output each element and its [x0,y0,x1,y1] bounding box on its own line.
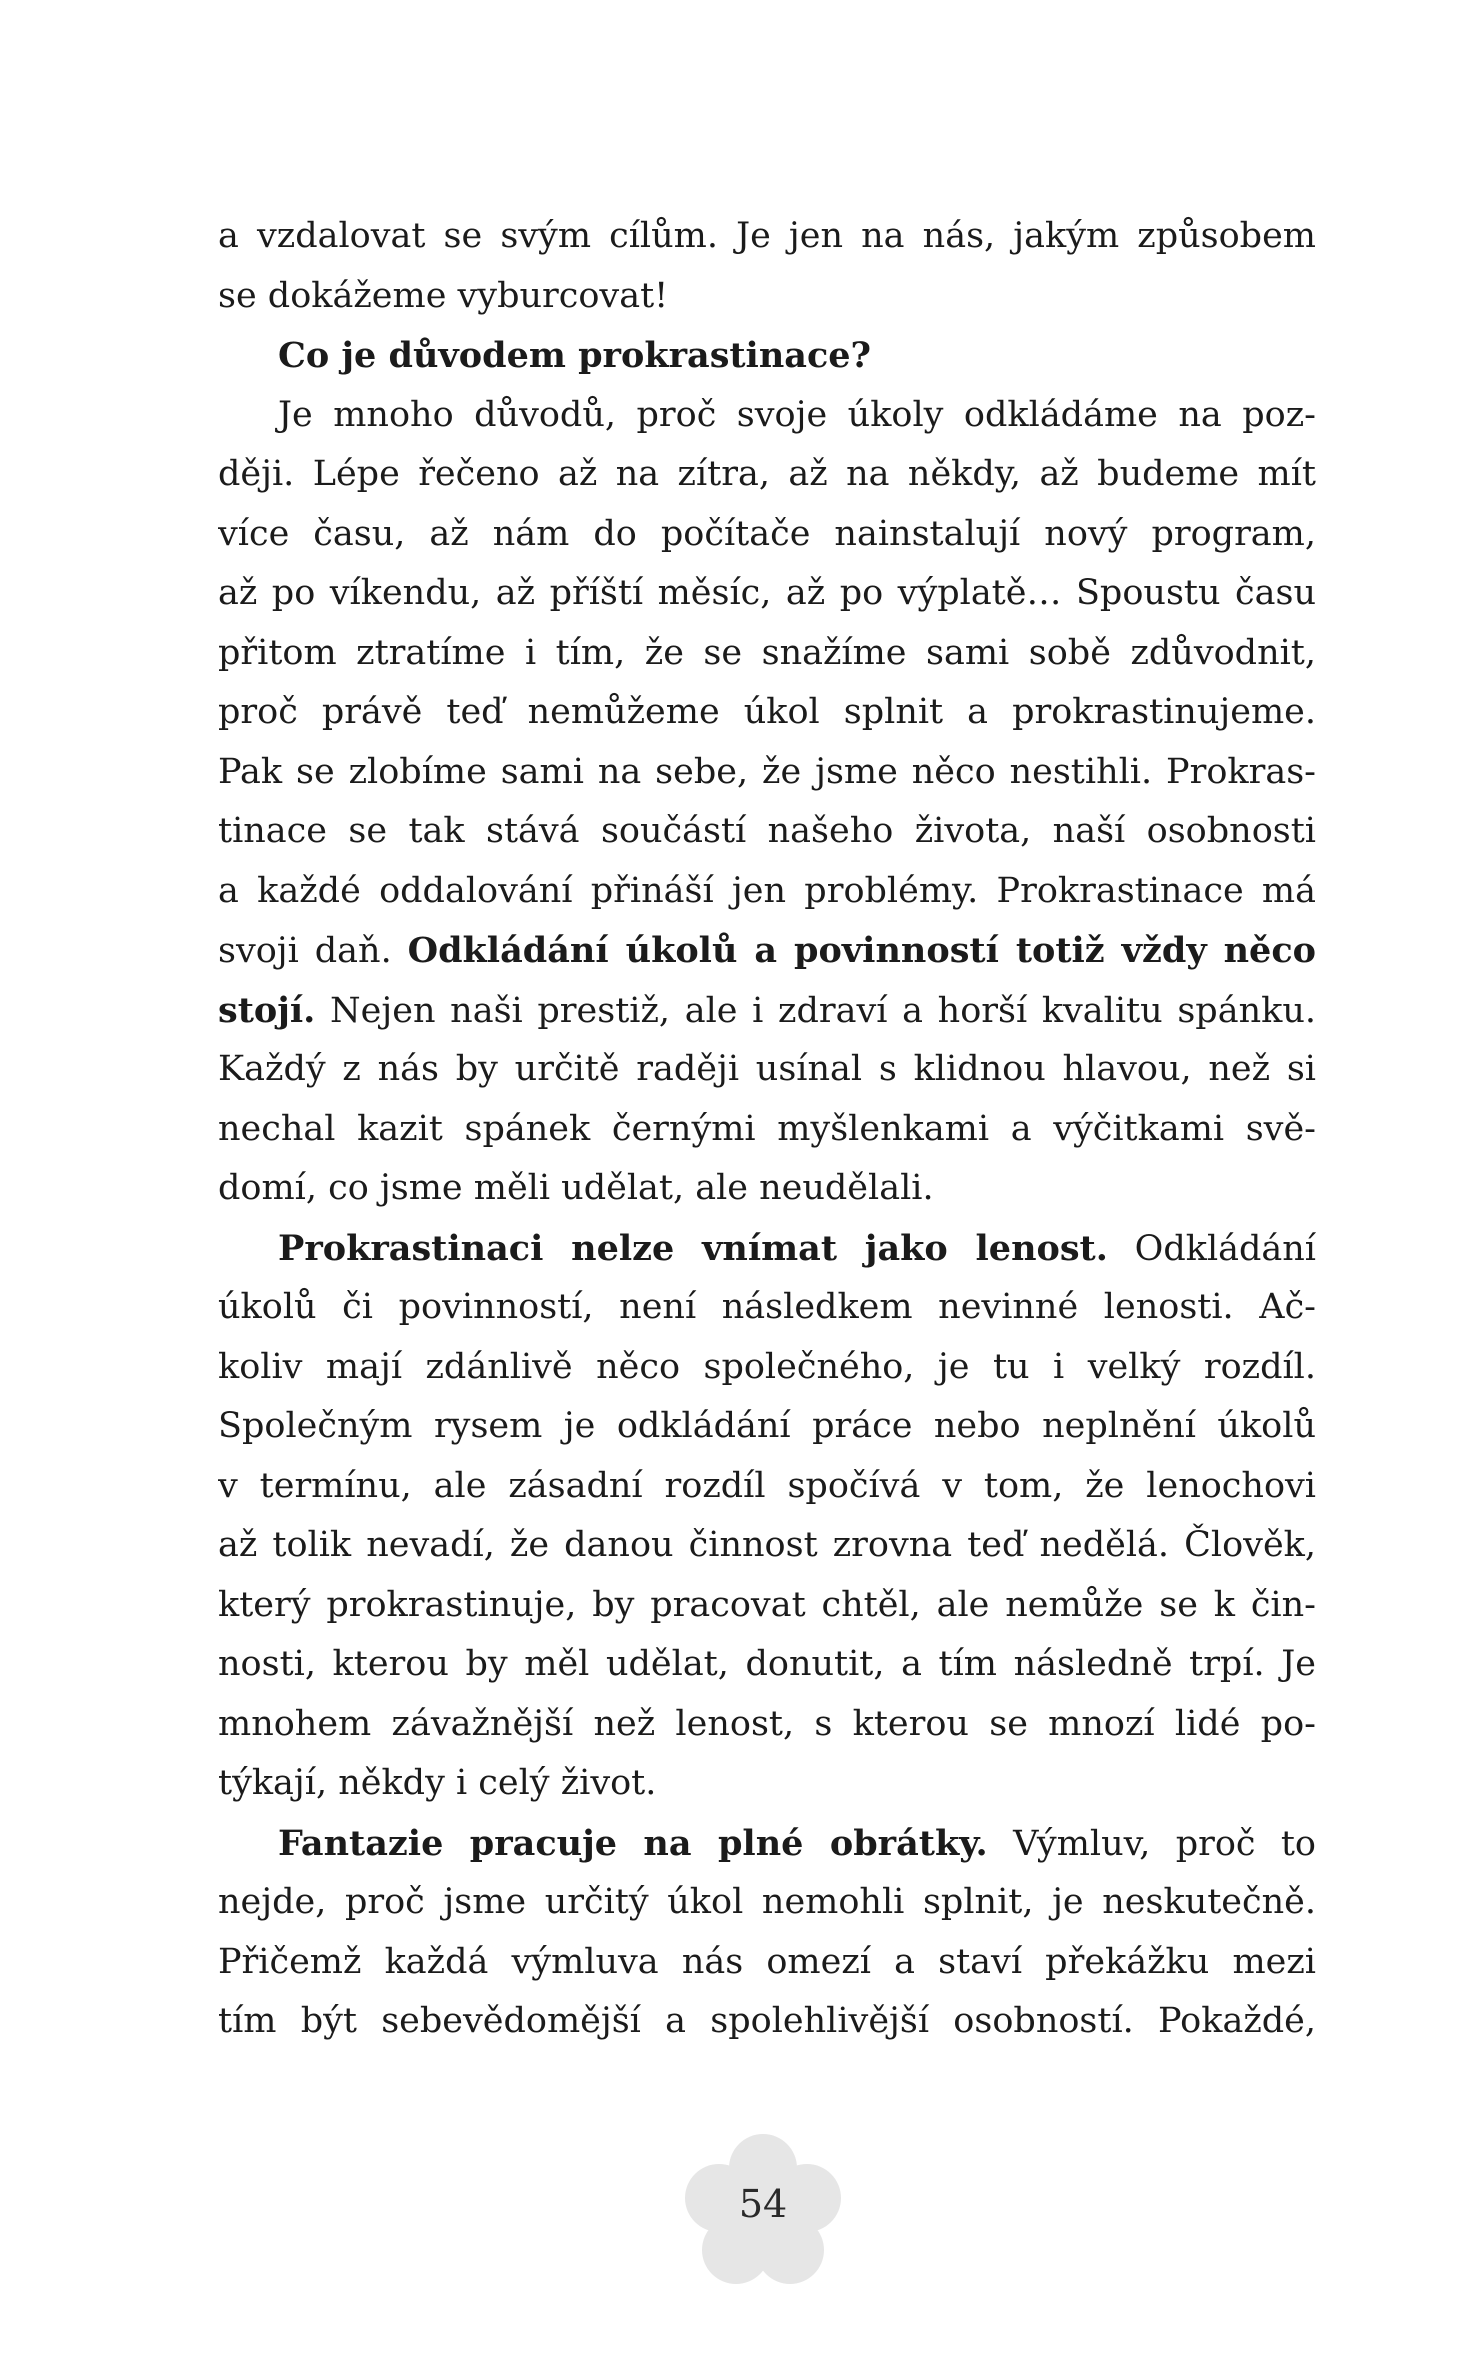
text-run: Výmluv, proč to [987,1823,1316,1864]
emphasis-text: Fantazie pracuje na plné obrátky. [278,1822,988,1864]
text-line: a vzdalovat se svým cílům. Je jen na nás, jakým způsobem [218,216,1316,256]
text-line: Přičemž každá výmluva nás omezí a staví překážku mezi [218,1941,1316,1982]
text-run: svoji daň. [218,931,408,971]
text-line: Společným rysem je odkládání práce nebo neplnění úkolů [218,1406,1316,1446]
text-line: úkolů či povinností, není následkem nevinné lenosti. Ač- [218,1287,1316,1327]
text-line: se dokážeme vyburcovat! [218,275,669,316]
emphasis-text: Prokrastinaci nelze vnímat jako lenost. [278,1227,1108,1269]
text-line: nejde, proč jsme určitý úkol nemohli splnit, je neskutečně. [218,1882,1316,1922]
text-line: nechal kazit spánek černými myšlenkami a výčitkami svě- [218,1108,1316,1149]
text-line: a každé oddalování přináší jen problémy. Prokrastinace má [218,870,1316,911]
text-line: Pak se zlobíme sami na sebe, že jsme něco nestihli. Prokras- [218,751,1316,792]
text-line: Každý z nás by určitě raději usínal s klidnou hlavou, než si [218,1049,1316,1089]
text-line: až po víkendu, až příští měsíc, až po výplatě… Spoustu času [218,573,1316,613]
emphasis-text: stojí. [218,989,316,1031]
text-line: který prokrastinuje, by pracovat chtěl, ale nemůže se k čin- [218,1584,1316,1625]
text-line: více času, až nám do počítače nainstalují nový program, [218,513,1316,554]
text-line: domí, co jsme měli udělat, ale neudělali. [218,1168,934,1208]
body-text [218,207,1316,2052]
text-line: tím být sebevědomější a spolehlivější osobností. Pokaždé, [218,2001,1316,2041]
text-line: tinace se tak stává součástí našeho života, naší osobnosti [218,811,1316,851]
text-line [218,1219,1316,1279]
text-line: koliv mají zdánlivě něco společného, je tu i velký rozdíl. [218,1346,1316,1387]
text-line: nosti, kterou by měl udělat, donutit, a tím následně trpí. Je [218,1644,1316,1684]
text-line: týkají, někdy i celý život. [218,1763,657,1803]
section-heading: Co je důvodem prokrastinace? [278,335,872,376]
text-line: mnohem závažnější než lenost, s kterou se mnozí lidé po- [218,1703,1316,1744]
text-line [218,921,1316,981]
text-line: ději. Lépe řečeno až na zítra, až na někdy, až budeme mít [218,454,1316,494]
text-run: Odkládání [1107,1228,1316,1269]
page-footer [683,2132,843,2292]
emphasis-text: Odkládání úkolů a povinností totiž vždy něco [407,930,1316,971]
text-line: až tolik nevadí, že danou činnost zrovna teď nedělá. Člověk, [218,1525,1316,1565]
text-line [218,981,1316,1041]
text-line [218,1814,1316,1874]
text-line: proč právě teď nemůžeme úkol splnit a prokrastinujeme. [218,692,1316,732]
page-number: 54 [738,2182,788,2226]
text-line: v termínu, ale zásadní rozdíl spočívá v tom, že lenochovi [218,1465,1316,1506]
text-line: Je mnoho důvodů, proč svoje úkoly odkládáme na poz- [278,394,1316,435]
text-line: přitom ztratíme i tím, že se snažíme sami sobě zdůvodnit, [218,632,1316,673]
text-run: Nejen naši prestiž, ale i zdraví a horší kvalitu spánku. [315,990,1316,1031]
